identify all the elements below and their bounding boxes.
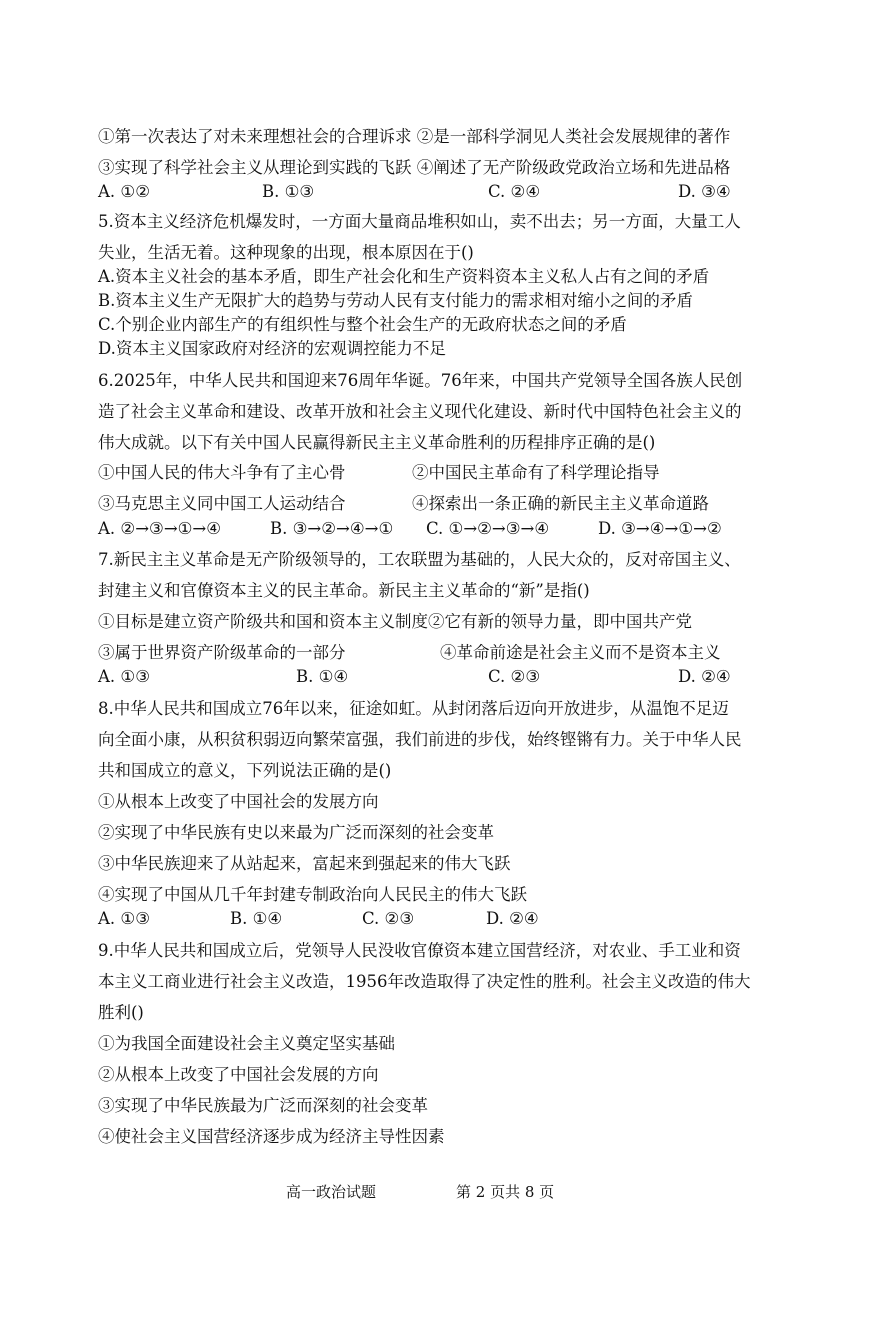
q6-option-c: C. ①→②→③→④ <box>426 519 550 538</box>
q7-item-3: ③属于世界资产阶级革命的一部分 <box>98 643 346 662</box>
q7-item-1-2: ①目标是建立资产阶级共和国和资本主义制度②它有新的领导力量，即中国共产党 <box>98 612 692 631</box>
q6-item-4: ④探索出一条正确的新民主主义革命道路 <box>412 494 709 513</box>
q8-option-a: A. ①③ <box>98 909 150 928</box>
q7-option-b: B. ①④ <box>296 667 349 686</box>
q6-item-2: ②中国民主革命有了科学理论指导 <box>412 463 660 482</box>
q9-stem-line-1: 9.中华人民共和国成立后，党领导人民没收官僚资本建立国营经济，对农业、手工业和资 <box>98 941 741 960</box>
q8-item-3: ③中华民族迎来了从站起来，富起来到强起来的伟大飞跃 <box>98 854 511 873</box>
q9-item-2: ②从根本上改变了中国社会发展的方向 <box>98 1065 379 1084</box>
q5-stem-line-2: 失业，生活无着。这种现象的出现，根本原因在于() <box>98 243 474 262</box>
q4-option-c: C. ②④ <box>488 182 541 201</box>
q5-option-b: B.资本主义生产无限扩大的趋势与劳动人民有支付能力的需求相对缩小之间的矛盾 <box>98 291 693 310</box>
q9-item-4: ④使社会主义国营经济逐步成为经济主导性因素 <box>98 1127 445 1146</box>
q4-item-3-4: ③实现了科学社会主义从理论到实践的飞跃 ④阐述了无产阶级政党政治立场和先进品格 <box>98 158 731 177</box>
q6-option-b: B. ③→②→④→① <box>270 519 394 538</box>
q6-item-3: ③马克思主义同中国工人运动结合 <box>98 494 346 513</box>
q5-option-a: A.资本主义社会的基本矛盾，即生产社会化和生产资料资本主义私人占有之间的矛盾 <box>98 267 710 286</box>
q9-item-1: ①为我国全面建设社会主义奠定坚实基础 <box>98 1034 395 1053</box>
q8-stem-line-3: 共和国成立的意义，下列说法正确的是() <box>98 761 392 780</box>
q5-option-d: D.资本主义国家政府对经济的宏观调控能力不足 <box>98 339 446 358</box>
q9-item-3: ③实现了中华民族最为广泛而深刻的社会变革 <box>98 1096 428 1115</box>
q4-option-b: B. ①③ <box>262 182 315 201</box>
q8-option-c: C. ②③ <box>362 909 415 928</box>
q8-option-b: B. ①④ <box>230 909 283 928</box>
q5-option-c: C.个别企业内部生产的有组织性与整个社会生产的无政府状态之间的矛盾 <box>98 315 627 334</box>
q6-item-1: ①中国人民的伟大斗争有了主心骨 <box>98 463 346 482</box>
q7-option-d: D. ②④ <box>678 667 731 686</box>
q4-option-a: A. ①② <box>98 182 150 201</box>
q5-stem-line-1: 5.资本主义经济危机爆发时，一方面大量商品堆积如山，卖不出去；另一方面，大量工人 <box>98 212 741 231</box>
q6-option-d: D. ③→④→①→② <box>598 519 722 538</box>
q4-item-1-2: ①第一次表达了对未来理想社会的合理诉求 ②是一部科学洞见人类社会发展规律的著作 <box>98 127 731 146</box>
q8-stem-line-2: 向全面小康，从积贫积弱迈向繁荣富强，我们前进的步伐，始终铿锵有力。关于中华人民 <box>98 730 742 749</box>
q8-item-4: ④实现了中国从几千年封建专制政治向人民民主的伟大飞跃 <box>98 885 527 904</box>
q8-stem-line-1: 8.中华人民共和国成立76年以来，征途如虹。从封闭落后迈向开放进步，从温饱不足迈 <box>98 699 729 718</box>
q6-stem-line-2: 造了社会主义革命和建设、改革开放和社会主义现代化建设、新时代中国特色社会主义的 <box>98 402 742 421</box>
q7-stem-line-1: 7.新民主主义革命是无产阶级领导的，工农联盟为基础的，人民大众的，反对帝国主义、 <box>98 550 741 569</box>
q7-option-a: A. ①③ <box>98 667 150 686</box>
q7-option-c: C. ②③ <box>488 667 541 686</box>
q8-option-d: D. ②④ <box>486 909 539 928</box>
q7-stem-line-2: 封建主义和官僚资本主义的民主革命。新民主主义革命的“新”是指() <box>98 581 590 600</box>
q7-item-4: ④革命前途是社会主义而不是资本主义 <box>440 643 721 662</box>
q6-stem-line-3: 伟大成就。以下有关中国人民赢得新民主主义革命胜利的历程排序正确的是() <box>98 433 656 452</box>
q6-stem-line-1: 6.2025年，中华人民共和国迎来76周年华诞。76年来，中国共产党领导全国各族人民创 <box>98 371 743 390</box>
footer-subject: 高一政治试题 <box>286 1183 377 1201</box>
q6-option-a: A. ②→③→①→④ <box>98 519 222 538</box>
q9-stem-line-3: 胜利() <box>98 1003 144 1022</box>
footer-page-number: 第 2 页共 8 页 <box>456 1183 555 1201</box>
q8-item-1: ①从根本上改变了中国社会的发展方向 <box>98 792 379 811</box>
q8-item-2: ②实现了中华民族有史以来最为广泛而深刻的社会变革 <box>98 823 494 842</box>
q4-option-d: D. ③④ <box>678 182 731 201</box>
q9-stem-line-2: 本主义工商业进行社会主义改造，1956年改造取得了决定性的胜利。社会主义改造的伟大 <box>98 972 751 991</box>
